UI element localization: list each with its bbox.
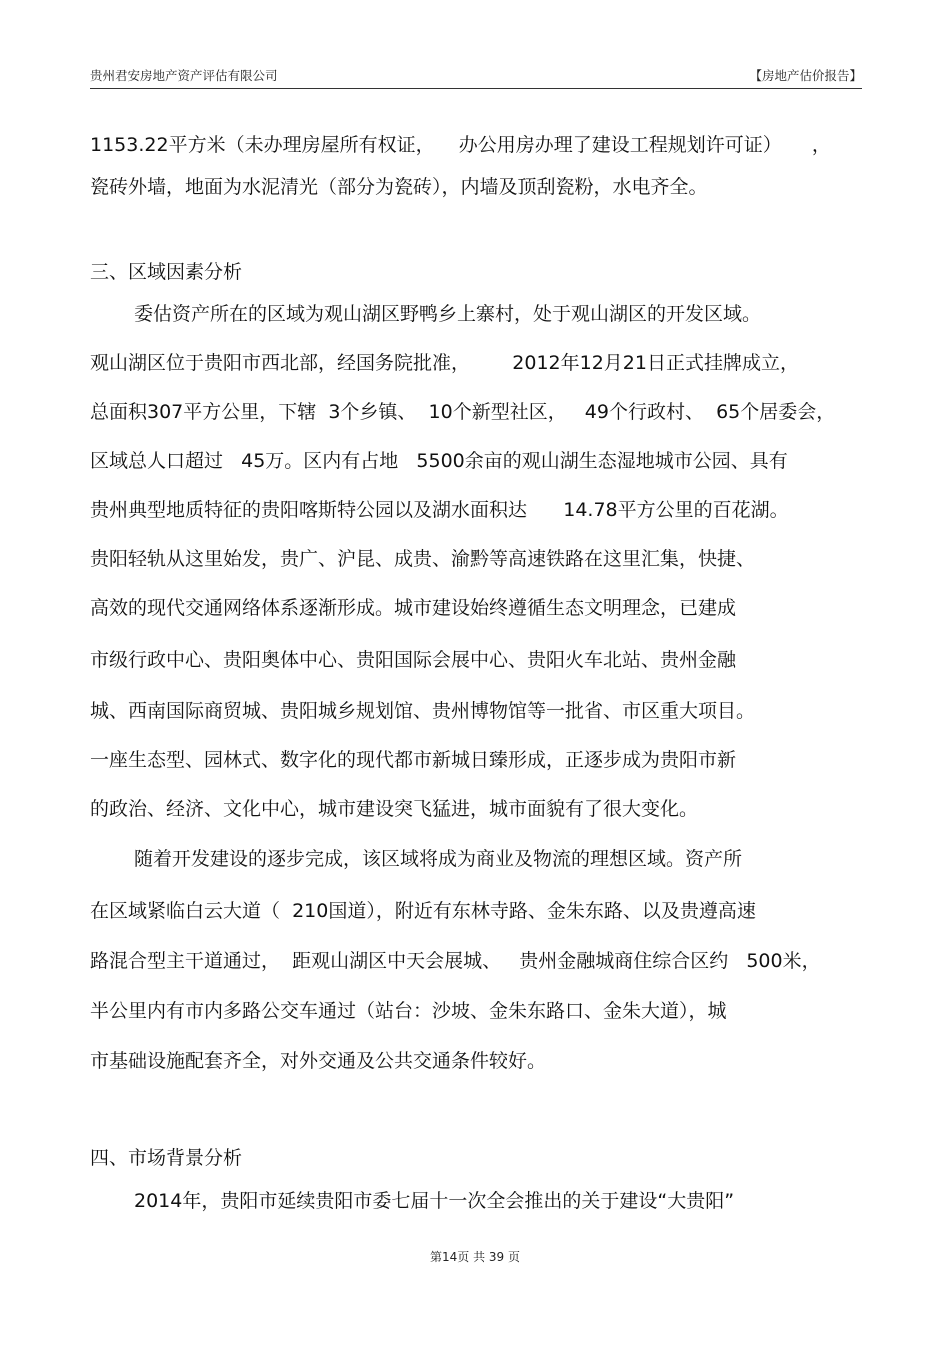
report-type: 【房地产估价报告】 xyxy=(749,68,862,83)
paragraph-line: 一座生态型、园林式、数字化的现代都市新城日臻形成，正逐步成为贵阳市新 xyxy=(90,749,737,771)
paragraph-line: 高效的现代交通网络体系逐渐形成。城市建设始终遵循生态文明理念，已建成 xyxy=(90,597,737,619)
paragraph-line: 随着开发建设的逐步完成，该区域将成为商业及物流的理想区域。资产所 xyxy=(134,848,743,870)
paragraph-line: 市基础设施配套齐全，对外交通及公共交通条件较好。 xyxy=(90,1050,547,1072)
paragraph-line: 半公里内有市内多路公交车通过（站台：沙坡、金朱东路口、金朱大道），城 xyxy=(90,1000,727,1022)
paragraph-line: 委估资产所在的区域为观山湖区野鸭乡上寨村，处于观山湖区的开发区域。 xyxy=(134,303,762,325)
paragraph-line: 总面积307平方公里，下辖 3个乡镇、 10个新型社区， 49个行政村、 65个居委会， xyxy=(90,401,836,423)
page-header xyxy=(90,64,862,88)
page-footer xyxy=(0,1248,950,1265)
intro-line: 1153.22平方米（未办理房屋所有权证， 办公用房办理了建设工程规划许可证） ， xyxy=(90,134,831,156)
intro-line: 瓷砖外墙，地面为水泥清光（部分为瓷砖），内墙及顶刮瓷粉，水电齐全。 xyxy=(90,176,708,198)
paragraph-line: 2014年，贵阳市延续贵阳市委七届十一次全会推出的关于建设“大贵阳” xyxy=(134,1190,735,1212)
paragraph-line: 贵州典型地质特征的贵阳喀斯特公园以及湖水面积达 14.78平方公里的百花湖。 xyxy=(90,499,789,521)
paragraph-line: 市级行政中心、贵阳奥体中心、贵阳国际会展中心、贵阳火车北站、贵州金融 xyxy=(90,649,737,671)
section4-heading: 四、市场背景分析 xyxy=(90,1147,243,1169)
section3-heading: 三、区域因素分析 xyxy=(90,261,243,283)
company-name: 贵州君安房地产资产评估有限公司 xyxy=(90,68,278,83)
paragraph-line: 贵阳轻轨从这里始发，贵广、沪昆、成贵、渝黔等高速铁路在这里汇集，快捷、 xyxy=(90,548,756,570)
header-divider xyxy=(90,88,862,89)
paragraph-line: 观山湖区位于贵阳市西北部，经国务院批准， 2012年12月21日正式挂牌成立， xyxy=(90,352,799,374)
paragraph-line: 区域总人口超过 45万。区内有占地 5500余亩的观山湖生态湿地城市公园、具有 xyxy=(90,450,788,472)
paragraph-line: 城、西南国际商贸城、贵阳城乡规划馆、贵州博物馆等一批省、市区重大项目。 xyxy=(90,700,756,722)
paragraph-line: 的政治、经济、文化中心，城市建设突飞猛进，城市面貌有了很大变化。 xyxy=(90,798,699,820)
paragraph-line: 在区域紧临白云大道（ 210国道），附近有东林寺路、金朱东路、以及贵遵高速 xyxy=(90,900,756,922)
paragraph-line: 路混合型主干道通过， 距观山湖区中天会展城、 贵州金融城商住综合区约 500米， xyxy=(90,950,821,972)
page-number: 第14页 共 39 页 xyxy=(430,1250,520,1264)
